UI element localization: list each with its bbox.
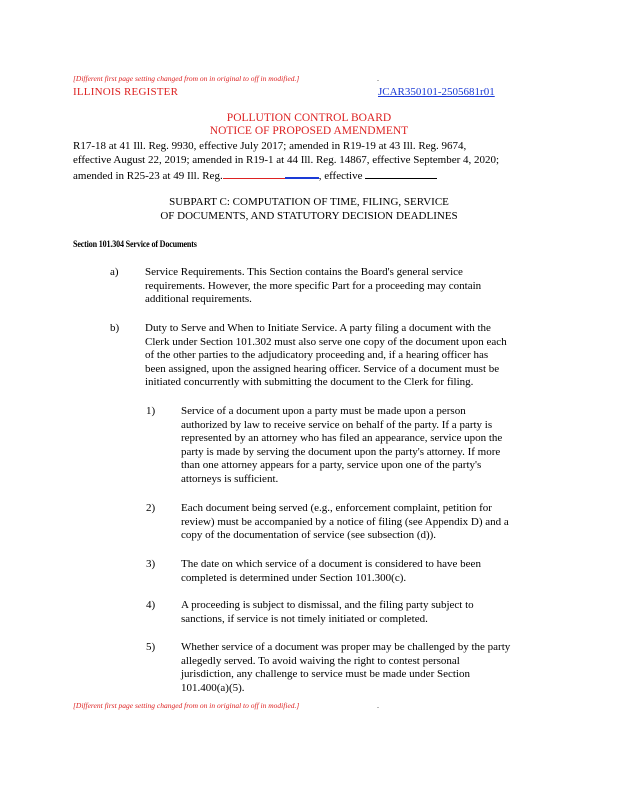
text-line: The date on which service of a document is considered to have been [181,558,481,570]
effective-date-blank [365,169,437,179]
text-line: been assigned, upon the assigned hearing officer. Service of a document must be [145,362,500,375]
dot-mark: . [377,701,379,710]
text-line: of the other parties to the adjudicatory proceeding and, if a hearing officer has [145,349,489,362]
subitem-marker-1: 1) [146,405,156,417]
subitem-marker-4: 4) [146,599,156,611]
section-title: Section 101.304 Service of Documents [73,240,197,250]
history-line-1: R17-18 at 41 Ill. Reg. 9930, effective July 2017; amended in R19-19 at 43 Ill. Reg. 9674, [73,140,467,152]
subitem-4-text [181,599,474,626]
subitem-marker-5: 5) [146,641,156,653]
text-line: Whether service of a document was proper may be challenged by the party [181,641,511,653]
item-marker-b: b) [110,322,120,334]
page-setting-note-top: [Different first page setting changed from on in original to off in modified.] [73,74,300,83]
subitem-marker-3: 3) [146,558,156,570]
subitem-marker-2: 2) [146,502,156,514]
history-line-3-part-a: amended in R25-23 at 49 Ill. Reg. [73,170,223,182]
text-line: requirements. However, the more specific Part for a proceeding may contain [145,279,482,292]
text-line: Service of a document upon a party must be made upon a person [181,405,466,417]
text-line: Service Requirements. This Section contains the Board's general service [145,266,463,278]
text-line: 101.400(a)(5). [181,681,245,694]
text-line: additional requirements. [145,293,252,306]
text-line: Duty to Serve and When to Initiate Service. A party filing a document with the [145,322,491,334]
item-a-text [145,266,481,307]
text-line: represented by an attorney who has filed an appearance, service upon the [181,432,503,445]
text-line: allegedly served. To avoid waiving the right to contest personal [181,654,460,667]
item-marker-a: a) [110,266,119,278]
jcar-document-id-link[interactable]: JCAR350101-2505681r01 [378,86,495,98]
page-setting-note-bottom: [Different first page setting changed from on in original to off in modified.] [73,701,300,710]
subpart-title-line-2: OF DOCUMENTS, AND STATUTORY DECISION DEADLINES [160,210,458,222]
text-line: sanctions, if service is not timely initiated or completed. [181,612,428,625]
text-line: attorneys is sufficient. [181,472,279,485]
subitem-5-text [181,641,510,695]
text-line: review) must be accompanied by a notice of filing (see Appendix D) and a [181,515,509,528]
text-line: initiated concurrently with submitting the document to the Clerk for filing. [145,376,474,389]
subitem-1-text [181,405,502,487]
text-line: than one attorney appears for a party, service upon one of the party's [181,459,482,472]
text-line: party is made by serving the document upon the party's attorney. If more [181,445,501,458]
history-line-3 [73,168,437,184]
notice-title: NOTICE OF PROPOSED AMENDMENT [209,125,409,137]
history-line-2: effective August 22, 2019; amended in R19-1 at 44 Ill. Reg. 14867, effective September 4, 2020; [73,154,500,166]
item-b-text [145,322,507,390]
history-line-3-part-b: , effective [318,170,363,182]
reg-page-blank-insert [285,168,319,179]
text-line: Each document being served (e.g., enforcement complaint, petition for [181,502,492,514]
text-line: authorized by law to receive service on behalf of the party. If a party is [181,418,493,431]
text-line: Clerk under Section 101.302 must also serve one copy of the document upon each [145,335,507,348]
text-line: copy of the documentation of service (see subsection (d)). [181,529,437,542]
agency-title: POLLUTION CONTROL BOARD [226,112,392,124]
subitem-3-text [181,558,481,585]
text-line: A proceeding is subject to dismissal, and the filing party subject to [181,599,474,611]
illinois-register-label: ILLINOIS REGISTER [73,86,179,98]
reg-page-blank [223,169,285,179]
text-line: jurisdiction, any challenge to service must be made under Section [181,668,470,681]
dot-mark: . [377,74,379,83]
subpart-title-line-1: SUBPART C: COMPUTATION OF TIME, FILING, SERVICE [169,196,449,208]
subitem-2-text [181,502,509,543]
text-line: completed is determined under Section 101.300(c). [181,571,407,584]
